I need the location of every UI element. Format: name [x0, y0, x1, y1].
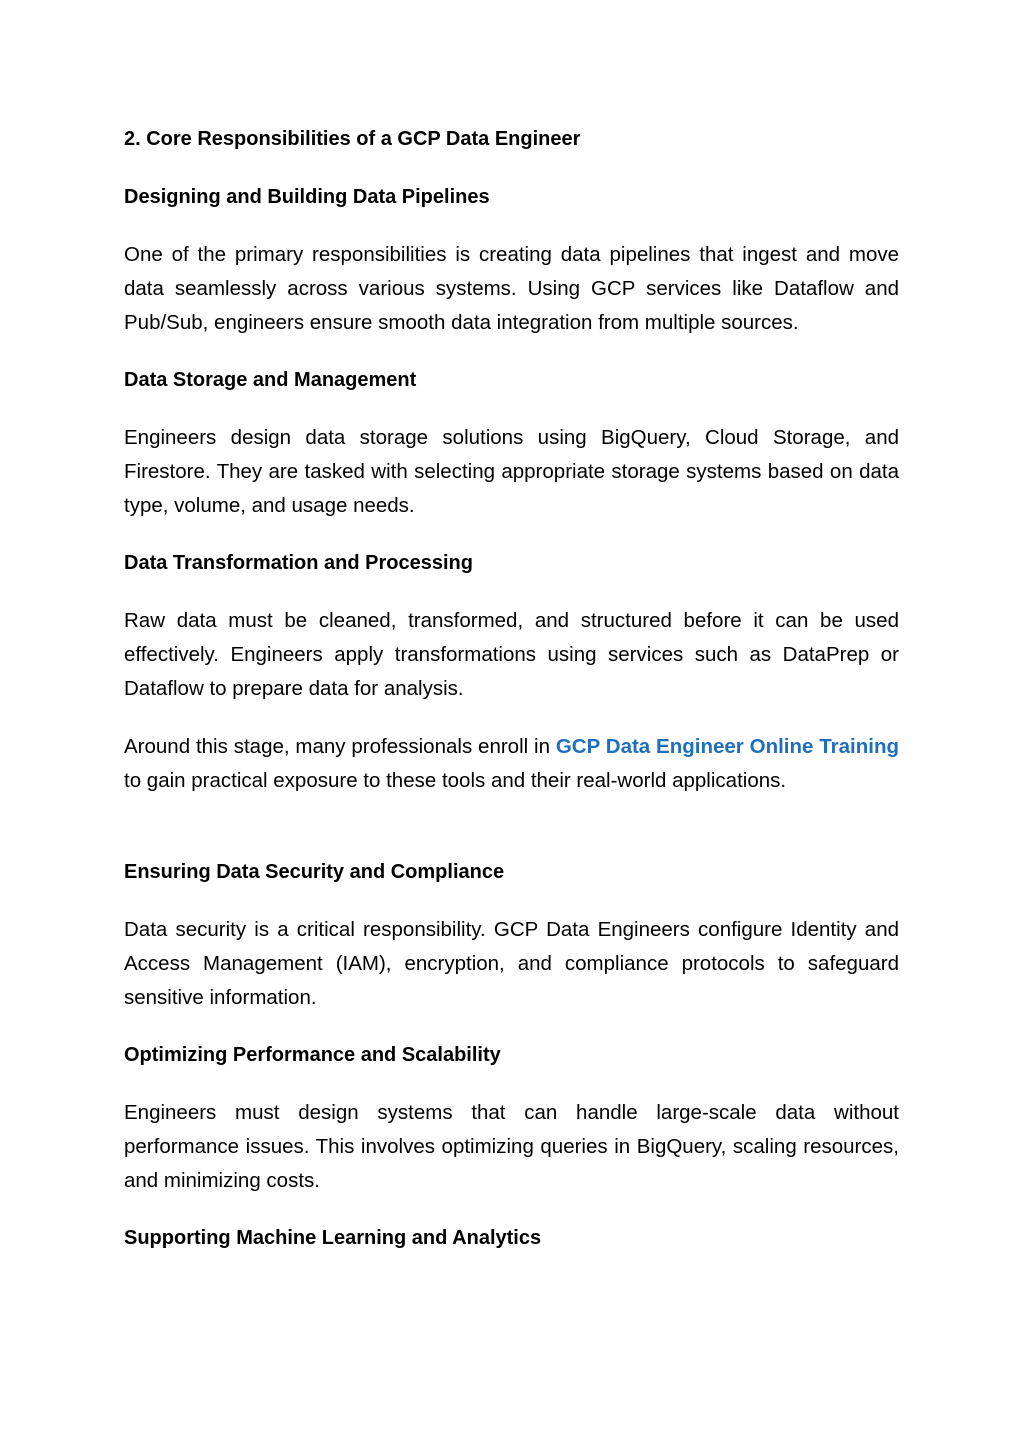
section-paragraph: Data security is a critical responsibility. GCP Data Engineers configure Identity and Access Management (IAM), encryption, and compliance protocols to safeguard sensitive information.	[124, 918, 899, 1009]
document-title: 2. Core Responsibilities of a GCP Data Engineer	[124, 128, 581, 150]
gcp-training-link[interactable]: GCP Data Engineer Online Training	[555, 735, 899, 758]
section-heading: Data Transformation and Processing	[124, 552, 473, 574]
section-heading: Data Storage and Management	[124, 369, 417, 391]
paragraph-text-before-link: Around this stage, many professionals enroll in	[124, 735, 556, 758]
section-paragraph: Engineers must design systems that can handle large-scale data without performance issues. This involves optimizing queries in BigQuery, scaling resources, and minimizing costs.	[124, 1101, 899, 1192]
section-paragraph: Engineers design data storage solutions using BigQuery, Cloud Storage, and Firestore. They are tasked with selecting appropriate storage systems based on data type, volume, and usage needs.	[124, 426, 899, 517]
section-heading: Supporting Machine Learning and Analytics	[124, 1227, 542, 1249]
section-paragraph: One of the primary responsibilities is creating data pipelines that ingest and move data seamlessly across various systems. Using GCP services like Dataflow and Pub/Sub, engineers ensure smooth data integration from multiple sources.	[124, 243, 899, 334]
section-heading: Designing and Building Data Pipelines	[124, 186, 490, 208]
training-paragraph	[124, 730, 899, 798]
section-heading: Ensuring Data Security and Compliance	[124, 861, 505, 883]
section-heading: Optimizing Performance and Scalability	[124, 1044, 501, 1066]
section-paragraph: Raw data must be cleaned, transformed, and structured before it can be used effectively. Engineers apply transformations using services such as DataPrep or Dataflow to prepare data for analysis.	[124, 609, 899, 700]
paragraph-text-after-link: to gain practical exposure to these tools and their real-world applications.	[124, 769, 787, 792]
